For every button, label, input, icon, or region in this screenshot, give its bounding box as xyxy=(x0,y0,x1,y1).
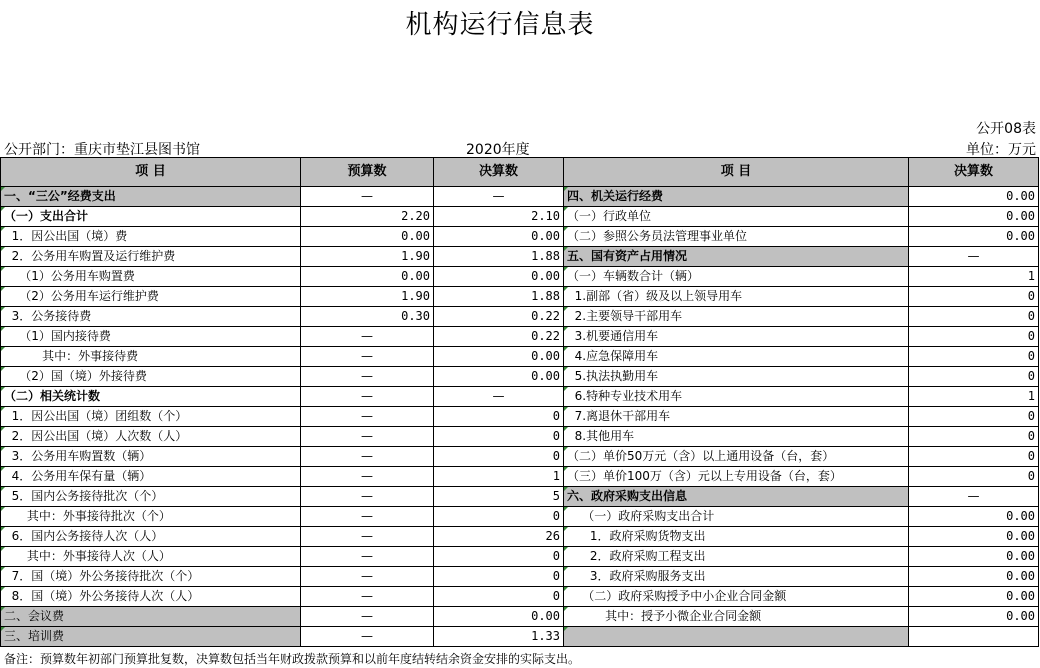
row-final-value-right: 0 xyxy=(909,347,1039,367)
row-budget-value: — xyxy=(301,327,434,347)
row-final-value: 0 xyxy=(434,507,564,527)
row-budget-value: — xyxy=(301,627,434,647)
row-item-label: 三、培训费 xyxy=(1,627,301,647)
row-final-value: 1.33 xyxy=(434,627,564,647)
row-budget-value: — xyxy=(301,467,434,487)
row-final-value: 5 xyxy=(434,487,564,507)
row-final-value-right: 1 xyxy=(909,267,1039,287)
row-item-label-right: （二）参照公务员法管理事业单位 xyxy=(564,227,909,247)
row-item-label-right: （一）政府采购支出合计 xyxy=(564,507,909,527)
table-row xyxy=(1,467,1039,487)
row-budget-value: — xyxy=(301,407,434,427)
row-budget-value: — xyxy=(301,527,434,547)
row-final-value-right: — xyxy=(909,487,1039,507)
row-item-label-right: 其中：授予小微企业合同金额 xyxy=(564,607,909,627)
row-budget-value: — xyxy=(301,447,434,467)
row-item-label-right: （三）单价100万（含）元以上专用设备（台，套） xyxy=(564,467,909,487)
row-item-label-right: 8.其他用车 xyxy=(564,427,909,447)
table-row xyxy=(1,227,1039,247)
row-item-label-right: 2．政府采购工程支出 xyxy=(564,547,909,567)
row-item-label: 其中：外事接待人次（人） xyxy=(1,547,301,567)
row-budget-value: — xyxy=(301,487,434,507)
row-budget-value: — xyxy=(301,387,434,407)
form-code: 公开08表 xyxy=(976,121,1036,137)
row-item-label: （1）国内接待费 xyxy=(1,327,301,347)
row-item-label-right: （二）单价50万元（含）以上通用设备（台，套） xyxy=(564,447,909,467)
row-item-label-right: （一）车辆数合计（辆） xyxy=(564,267,909,287)
row-item-label: （2）国（境）外接待费 xyxy=(1,367,301,387)
row-item-label-right: 3.机要通信用车 xyxy=(564,327,909,347)
row-item-label-right: 1．政府采购货物支出 xyxy=(564,527,909,547)
row-item-label-right: 四、机关运行经费 xyxy=(564,187,909,207)
table-header-row xyxy=(1,158,1039,187)
table-row xyxy=(1,427,1039,447)
row-final-value: 1.88 xyxy=(434,287,564,307)
row-final-value: 0.00 xyxy=(434,227,564,247)
page-title: 机构运行信息表 xyxy=(405,10,595,40)
row-final-value-right: 1 xyxy=(909,387,1039,407)
table-row xyxy=(1,487,1039,507)
row-item-label: 8．国（境）外公务接待人次（人） xyxy=(1,587,301,607)
table-row xyxy=(1,347,1039,367)
row-final-value-right: 0.00 xyxy=(909,547,1039,567)
table-row xyxy=(1,207,1039,227)
row-budget-value: — xyxy=(301,427,434,447)
table-row xyxy=(1,187,1039,207)
row-final-value: — xyxy=(434,387,564,407)
row-item-label: 其中：外事接待费 xyxy=(1,347,301,367)
table-row xyxy=(1,567,1039,587)
row-final-value-right: 0.00 xyxy=(909,187,1039,207)
row-item-label-right: 2.主要领导干部用车 xyxy=(564,307,909,327)
row-item-label: （1）公务用车购置费 xyxy=(1,267,301,287)
row-item-label-right: 5.执法执勤用车 xyxy=(564,367,909,387)
row-item-label-right: 1.副部（省）级及以上领导用车 xyxy=(564,287,909,307)
row-final-value: 0.22 xyxy=(434,327,564,347)
row-final-value-right: 0 xyxy=(909,427,1039,447)
row-item-label: 一、“三公”经费支出 xyxy=(1,187,301,207)
row-item-label: 6．国内公务接待人次（人） xyxy=(1,527,301,547)
table-row xyxy=(1,247,1039,267)
row-item-label: 7．国（境）外公务接待批次（个） xyxy=(1,567,301,587)
row-final-value: 2.10 xyxy=(434,207,564,227)
row-budget-value: — xyxy=(301,367,434,387)
row-budget-value: 1.90 xyxy=(301,287,434,307)
row-final-value-right: 0.00 xyxy=(909,507,1039,527)
footnote: 备注：预算数年初部门预算批复数，决算数包括当年财政拨款预算和以前年度结转结余资金安排的实际支出。 xyxy=(4,652,581,666)
fiscal-year: 2020年度 xyxy=(466,142,530,158)
row-item-label: 1．因公出国（境）费 xyxy=(1,227,301,247)
row-final-value-right: 0.00 xyxy=(909,607,1039,627)
row-final-value: 0 xyxy=(434,587,564,607)
row-item-label: 1．因公出国（境）团组数（个） xyxy=(1,407,301,427)
table-row xyxy=(1,527,1039,547)
row-item-label: （2）公务用车运行维护费 xyxy=(1,287,301,307)
row-item-label-right: 6.特种专业技术用车 xyxy=(564,387,909,407)
institution-operation-table xyxy=(0,157,1039,647)
row-final-value-right: 0 xyxy=(909,287,1039,307)
row-final-value-right: 0 xyxy=(909,407,1039,427)
row-final-value-right xyxy=(909,627,1039,647)
row-budget-value: — xyxy=(301,507,434,527)
header-item-right: 项 目 xyxy=(564,158,909,187)
row-item-label: （二）相关统计数 xyxy=(1,387,301,407)
row-item-label-right: 4.应急保障用车 xyxy=(564,347,909,367)
row-final-value: 0 xyxy=(434,407,564,427)
row-final-value-right: 0.00 xyxy=(909,587,1039,607)
header-final: 决算数 xyxy=(434,158,564,187)
table-row xyxy=(1,627,1039,647)
header-item: 项 目 xyxy=(1,158,301,187)
table-row xyxy=(1,587,1039,607)
table-row xyxy=(1,607,1039,627)
header-budget: 预算数 xyxy=(301,158,434,187)
row-final-value-right: 0.00 xyxy=(909,527,1039,547)
table-row xyxy=(1,547,1039,567)
row-final-value: 0 xyxy=(434,547,564,567)
table-row xyxy=(1,387,1039,407)
row-item-label: 3．公务接待费 xyxy=(1,307,301,327)
row-final-value: — xyxy=(434,187,564,207)
row-budget-value: 0.00 xyxy=(301,267,434,287)
row-final-value: 1 xyxy=(434,467,564,487)
row-budget-value: — xyxy=(301,187,434,207)
row-budget-value: — xyxy=(301,347,434,367)
row-final-value-right: 0 xyxy=(909,467,1039,487)
row-final-value: 26 xyxy=(434,527,564,547)
row-budget-value: 2.20 xyxy=(301,207,434,227)
table-row xyxy=(1,267,1039,287)
row-budget-value: — xyxy=(301,607,434,627)
table-row xyxy=(1,507,1039,527)
row-item-label: 4．公务用车保有量（辆） xyxy=(1,467,301,487)
table-row xyxy=(1,407,1039,427)
department-label: 公开部门：重庆市垫江县图书馆 xyxy=(4,142,200,158)
row-final-value-right: 0 xyxy=(909,447,1039,467)
row-item-label-right: （一）行政单位 xyxy=(564,207,909,227)
header-final-right: 决算数 xyxy=(909,158,1039,187)
row-item-label: 其中：外事接待批次（个） xyxy=(1,507,301,527)
row-budget-value: 0.00 xyxy=(301,227,434,247)
row-final-value: 0.00 xyxy=(434,267,564,287)
row-final-value-right: 0 xyxy=(909,307,1039,327)
row-item-label-right: 3．政府采购服务支出 xyxy=(564,567,909,587)
unit-label: 单位：万元 xyxy=(966,142,1036,158)
row-item-label: 二、会议费 xyxy=(1,607,301,627)
row-item-label: 5．国内公务接待批次（个） xyxy=(1,487,301,507)
row-final-value-right: 0.00 xyxy=(909,227,1039,247)
row-budget-value: — xyxy=(301,587,434,607)
row-item-label: （一）支出合计 xyxy=(1,207,301,227)
row-final-value: 0.00 xyxy=(434,347,564,367)
row-final-value: 0.00 xyxy=(434,607,564,627)
table-row xyxy=(1,367,1039,387)
table-row xyxy=(1,287,1039,307)
row-item-label-right: 7.离退休干部用车 xyxy=(564,407,909,427)
row-final-value-right: 0 xyxy=(909,367,1039,387)
row-final-value-right: 0.00 xyxy=(909,567,1039,587)
row-budget-value: 0.30 xyxy=(301,307,434,327)
row-item-label-right xyxy=(564,627,909,647)
row-final-value: 0 xyxy=(434,567,564,587)
row-item-label: 3．公务用车购置数（辆） xyxy=(1,447,301,467)
row-item-label: 2．因公出国（境）人次数（人） xyxy=(1,427,301,447)
row-final-value-right: 0.00 xyxy=(909,207,1039,227)
row-item-label: 2．公务用车购置及运行维护费 xyxy=(1,247,301,267)
table-row xyxy=(1,307,1039,327)
row-final-value-right: 0 xyxy=(909,327,1039,347)
row-budget-value: — xyxy=(301,547,434,567)
row-budget-value: — xyxy=(301,567,434,587)
row-final-value: 0.00 xyxy=(434,367,564,387)
row-final-value: 1.88 xyxy=(434,247,564,267)
row-final-value: 0 xyxy=(434,447,564,467)
table-row xyxy=(1,447,1039,467)
row-budget-value: 1.90 xyxy=(301,247,434,267)
row-item-label-right: 六、政府采购支出信息 xyxy=(564,487,909,507)
row-final-value: 0 xyxy=(434,427,564,447)
row-final-value-right: — xyxy=(909,247,1039,267)
row-item-label-right: 五、国有资产占用情况 xyxy=(564,247,909,267)
table-row xyxy=(1,327,1039,347)
row-item-label-right: （二）政府采购授予中小企业合同金额 xyxy=(564,587,909,607)
row-final-value: 0.22 xyxy=(434,307,564,327)
